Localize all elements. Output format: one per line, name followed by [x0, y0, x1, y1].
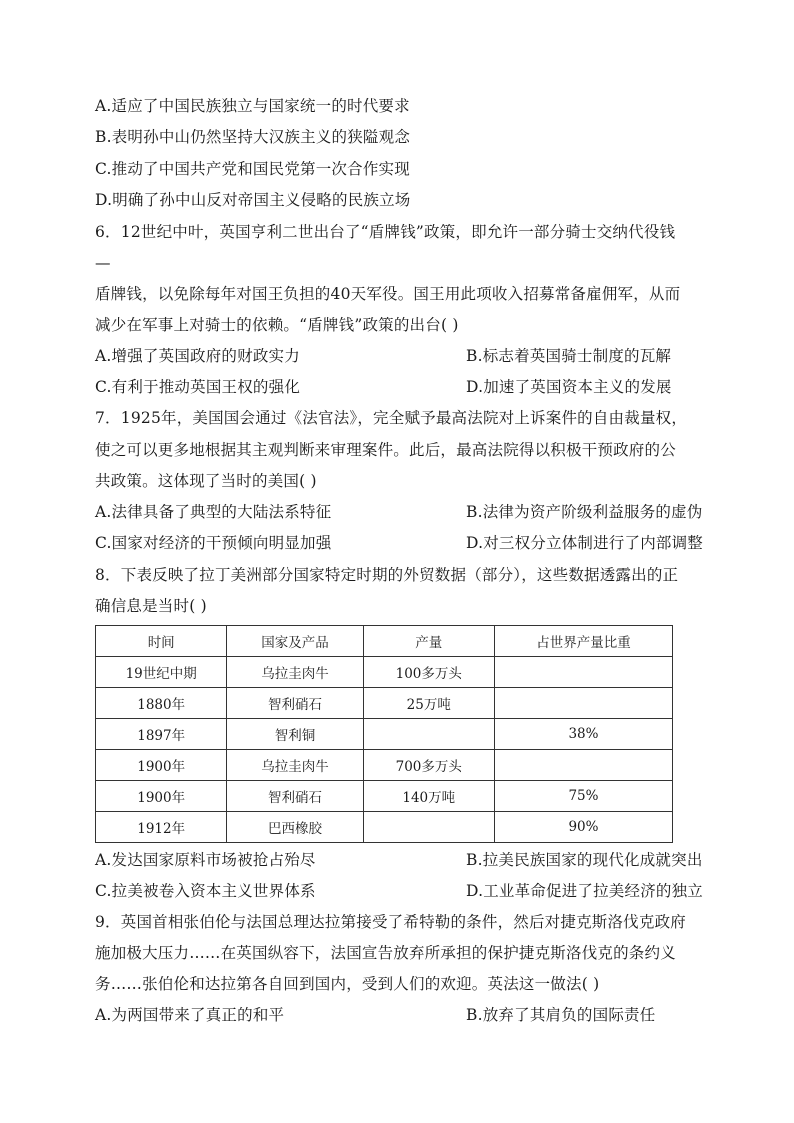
table-cell: 1912年 — [96, 812, 227, 843]
q6-options-row-1 — [95, 346, 672, 366]
table-cell: 智利硝石 — [227, 781, 363, 812]
trade-data-table — [95, 625, 673, 843]
table-cell: 140万吨 — [363, 781, 494, 812]
q6-stem-line-3: 盾牌钱，以免除每年对国王负担的40天军役。国王用此项收入招募常备雇佣军，从而 — [95, 285, 681, 303]
q7-stem-line-3: 共政策。这体现了当时的美国( ) — [95, 472, 317, 490]
q6-options-row-2 — [95, 377, 672, 397]
table-cell — [363, 812, 494, 843]
table-cell: 1897年 — [96, 719, 227, 750]
q8-option-d: D.工业革命促进了拉美经济的独立 — [466, 882, 704, 900]
table-cell: 19世纪中期 — [96, 657, 227, 688]
table-row — [96, 657, 673, 688]
q7-option-b: B.法律为资产阶级利益服务的虚伪 — [466, 503, 703, 521]
q9-options-row-1 — [95, 1005, 656, 1025]
table-cell: 智利铜 — [227, 719, 363, 750]
table-cell: 25万吨 — [363, 688, 494, 719]
table-cell: 75% — [494, 781, 672, 812]
q7-option-a: A.法律具备了典型的大陆法系特征 — [95, 503, 332, 521]
q9-stem-line-1: 9．英国首相张伯伦与法国总理达拉第接受了希特勒的条件，然后对捷克斯洛伐克政府 — [95, 913, 686, 931]
table-header-cell: 国家及产品 — [227, 626, 363, 657]
q8-options-row-1 — [95, 850, 703, 870]
table-row — [96, 812, 673, 843]
table-cell: 90% — [494, 812, 672, 843]
q6-option-a: A.增强了英国政府的财政实力 — [95, 347, 300, 365]
q5-option-d: D.明确了孙中山反对帝国主义侵略的民族立场 — [95, 191, 411, 209]
table-cell: 1880年 — [96, 688, 227, 719]
q7-stem-line-1: 7．1925年，美国国会通过《法官法》，完全赋予最高法院对上诉案件的自由裁量权， — [95, 409, 688, 427]
table-row — [96, 719, 673, 750]
q7-stem-line-2: 使之可以更多地根据其主观判断来审理案件。此后，最高法院得以积极干预政府的公 — [95, 441, 676, 459]
q7-options-row-2 — [95, 533, 704, 553]
q9-stem-line-3: 务……张伯伦和达拉第各自回到国内，受到人们的欢迎。英法这一做法( ) — [95, 975, 600, 993]
q8-options-row-2 — [95, 881, 704, 901]
q6-stem-line-4: 减少在军事上对骑士的依赖。“盾牌钱”政策的出台( ) — [95, 316, 459, 334]
table-row — [96, 688, 673, 719]
table-cell: 38% — [494, 719, 672, 750]
table-cell: 1900年 — [96, 781, 227, 812]
q8-stem-line-2: 确信息是当时( ) — [95, 597, 207, 615]
table-cell: 智利硝石 — [227, 688, 363, 719]
q9-option-a: A.为两国带来了真正的和平 — [95, 1006, 285, 1024]
table-cell — [494, 688, 672, 719]
table-cell — [494, 750, 672, 781]
table-cell: 100多万头 — [363, 657, 494, 688]
q8-option-b: B.拉美民族国家的现代化成就突出 — [466, 851, 703, 869]
table-row — [96, 750, 673, 781]
q9-stem-line-2: 施加极大压力……在英国纵容下，法国宣告放弃所承担的保护捷克斯洛伐克的条约义 — [95, 944, 676, 962]
q6-stem-line-2: — — [95, 254, 111, 272]
table-cell: 700多万头 — [363, 750, 494, 781]
q6-option-b: B.标志着英国骑士制度的瓦解 — [466, 347, 672, 365]
table-cell — [363, 719, 494, 750]
table-cell: 巴西橡胶 — [227, 812, 363, 843]
table-header-row — [96, 626, 673, 657]
table-cell: 乌拉圭肉牛 — [227, 657, 363, 688]
q5-option-c: C.推动了中国共产党和国民党第一次合作实现 — [95, 160, 410, 178]
q8-option-a: A.发达国家原料市场被抢占殆尽 — [95, 851, 316, 869]
q9-option-b: B.放弃了其肩负的国际责任 — [466, 1006, 656, 1024]
table-cell: 乌拉圭肉牛 — [227, 750, 363, 781]
q6-option-c: C.有利于推动英国王权的强化 — [95, 378, 301, 396]
q8-option-c: C.拉美被卷入资本主义世界体系 — [95, 882, 316, 900]
table-header-cell: 时间 — [96, 626, 227, 657]
table-cell: 1900年 — [96, 750, 227, 781]
table-row — [96, 781, 673, 812]
table-cell — [494, 657, 672, 688]
q7-options-row-1 — [95, 502, 703, 522]
table-header-cell: 产量 — [363, 626, 494, 657]
q5-option-b: B.表明孙中山仍然坚持大汉族主义的狭隘观念 — [95, 128, 411, 146]
q7-option-c: C.国家对经济的干预倾向明显加强 — [95, 534, 332, 552]
q6-stem-line-1: 6．12世纪中叶，英国亨利二世出台了“盾牌钱”政策，即允许一部分骑士交纳代役钱 — [95, 223, 676, 241]
table-header-cell: 占世界产量比重 — [494, 626, 672, 657]
q7-option-d: D.对三权分立体制进行了内部调整 — [466, 534, 704, 552]
q5-option-a: A.适应了中国民族独立与国家统一的时代要求 — [95, 97, 410, 115]
q6-option-d: D.加速了英国资本主义的发展 — [466, 378, 672, 396]
q8-stem-line-1: 8．下表反映了拉丁美洲部分国家特定时期的外贸数据（部分），这些数据透露出的正 — [95, 566, 679, 584]
